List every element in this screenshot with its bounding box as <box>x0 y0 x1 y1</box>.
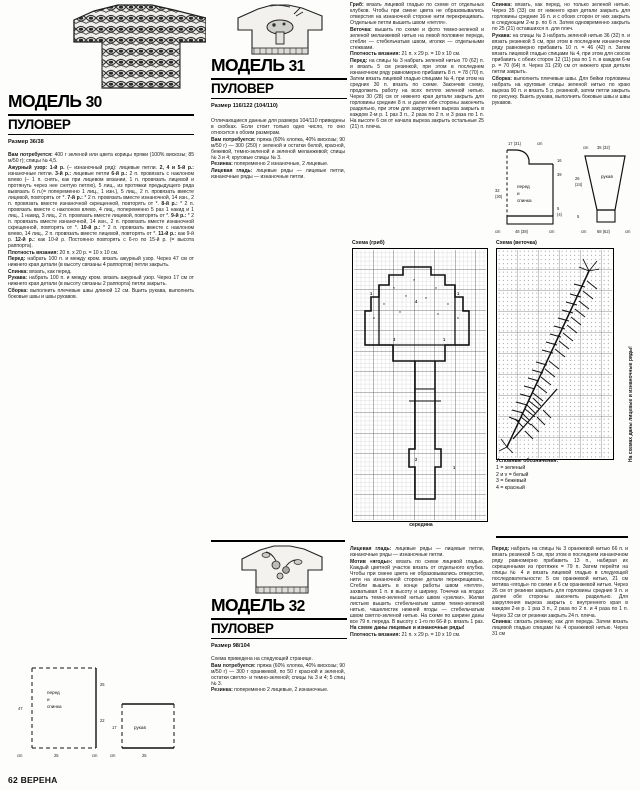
model31-front-back-label-2: и <box>517 191 520 196</box>
model31-unit-bl: cm <box>495 229 501 234</box>
model31-sleeve-dim-top: 35 (32) <box>597 145 610 150</box>
separator-col2 <box>211 540 345 542</box>
model31-number: 31 <box>288 58 305 75</box>
mushroom-chart-title: Схема (гриб) <box>352 240 385 246</box>
mushroom-chart-svg <box>353 249 487 521</box>
paragraph: Плотность вязания: 21 п. х 29 р. = 10 х 10 см. <box>350 631 461 638</box>
model31-front-back-label-1: перед <box>517 184 530 189</box>
model31-body-col3 <box>492 2 630 132</box>
model31-dim-left: 32 <box>495 188 500 193</box>
paragraph: Вам потребуется: пряжа (60% хлопка, 40% вискозы; 90 м/50 г) — 300 (250) г зеленой и остатки белой, красной, бежевой, темно-зеленой и зеленой меланжевой; спицы № 3 и 4; круговые спицы № 3. <box>211 136 345 161</box>
svg-text:v: v <box>383 300 385 306</box>
chart-legend <box>496 458 626 491</box>
footer-magazine-name: ВЕРЕНА <box>20 775 58 785</box>
model31-subtitle: ПУЛОВЕР <box>211 80 274 96</box>
paragraph: Вам потребуется: 400 г зеленой или цвета корицы пряжи (100% вискозы; 85 м/50 г); спицы № 4,5. <box>8 152 195 165</box>
model32-subtitle: ПУЛОВЕР <box>211 620 274 636</box>
model30-front-back-label-1: перед <box>47 690 60 695</box>
model31-unit-br: cm <box>549 229 555 234</box>
paragraph: Гриб: вязать лицевой гладью по схеме от отдельных клубков. Чтобы при смене цвета не образовывались отверстия на изнаночной стороне нити перекрещивать. Отдельные петли вышить швом «петля». <box>350 2 484 27</box>
model30-front-back-label-2: и <box>47 697 50 702</box>
page-footer <box>8 775 58 785</box>
model30-sleeve-unit: cm <box>110 753 116 758</box>
paragraph: Лицевая гладь: лицевые ряды — лицевые петли, изнаночные ряды — изнаночные петли. <box>211 167 345 180</box>
model32-body-col3 <box>492 546 628 788</box>
model30-photo <box>56 2 206 90</box>
paragraph: Спинка: вязать, как перед, но только зеленой нитью. Через 35 (33) см от нижнего края детали закрыть для горловины средние 16 п. и с обоих сторон от них закрыть в следующем 2-м р. по 6 п. Затем одновременно закрыть по 25 (21) оставшихся п. для плеч. <box>492 2 630 33</box>
model30-front-back-label-3: спинка <box>47 704 62 709</box>
model32-body-col1 <box>211 656 345 786</box>
svg-text:v: v <box>373 314 375 320</box>
legend-item: 1 = зеленый <box>496 465 526 472</box>
svg-text:1: 1 <box>453 464 456 470</box>
paragraph: Мотив «ягоды»: вязать по схеме лицевой гладью. Каждый цветной участок вязать от отдельного клубка. Чтобы при смене цвета не образовывались отверстия, нити на изнаночной стороне детали перекрещивать. Стебли вышить в конце работы швом «петля», захватывая 1 п. в высоту и ширину. Точечки на ягодах вышить темно-зеленой нитью швом «узелки». Жилки листьев вышить стебельчатым швом темно-зеленой нитью, чашелистик нижней ягоды — стебельчатым швом светло-зеленой нитью. На схеме по ширине даны все 79 п. переда. В высоту с 1-го по 66-й р. вязать 1 раз. На схеме даны лицевые и изнаночные ряды! <box>350 558 484 632</box>
model32-photo <box>236 543 328 599</box>
model30-heading-word: МОДЕЛЬ <box>8 91 82 111</box>
svg-text:1: 1 <box>443 336 446 342</box>
model30-unit-right: cm <box>92 753 98 758</box>
model31-sleeve-unit-bot: cm <box>581 229 587 234</box>
svg-text:2: 2 <box>415 456 418 462</box>
model32-title <box>211 596 347 616</box>
model30-schematic <box>14 660 204 760</box>
svg-text:v: v <box>393 284 395 290</box>
chart-rows-note: На схемах даны лицевые и изнаночные ряды! <box>628 346 634 462</box>
model30-dim-right-top: 25 <box>100 682 105 687</box>
paragraph: Перед: на спицы № 3 набрать зеленой нитью 70 (62) п. и вязать 5 см резинкой, при этом в последнем изнаночном ряду равномерно прибавить 8 п. = 78 (70) п. Затем вязать лицевой гладью спицами № 4, при этом на средних 30 п. вязать по схеме. Закончив схему, продолжить работу на всех петлях зеленой нитью. Через 30 (28) см от нижнего края детали закрыть для горловины средние 8 п. и далее обе стороны закончить раздельно, при этом для закругления выреза закрыть в каждом 2-м р. 1 раз 3 п., 2 раза по 2 п. и 3 раза по 1 п. На высоте 6 см от начала выреза закрыть остальные 25 (21) п. плеча. <box>350 57 484 131</box>
paragraph: Вам потребуется: пряжа (60% хлопка, 40% вискозы; 90 м/50 г) — 300 г оранжевой, по 50 г красной и зеленой, остатки светло- и темно-зеленой; спицы № 3 и 4; 5 спиц № 3. <box>211 662 345 687</box>
branch-chart-svg <box>497 249 613 459</box>
model31-dim-bottom: 48 (38) <box>515 229 528 234</box>
model30-size: Размер 36/38 <box>8 138 44 145</box>
paragraph: Спинка: связать резинку, как для переда. Затем вязать лицевой гладью спицами № 4 оранжевой нитью. Через 31 см <box>492 619 628 638</box>
legend-item: 4 = красный <box>496 484 525 491</box>
model31-sleeve-unit-br: cm <box>625 229 631 234</box>
model30-dim-bottom: 25 <box>54 753 59 758</box>
model32-heading-word: МОДЕЛЬ <box>211 595 285 615</box>
svg-text:3: 3 <box>393 336 396 342</box>
paragraph: Лицевая гладь: лицевые ряды — лицевые петли, изнаночные ряды — изнаночные петли. <box>350 546 484 559</box>
model30-sleeve-dim-h: 17 <box>112 725 117 730</box>
model31-dim-r-mid: 39 <box>557 172 562 177</box>
svg-text:v: v <box>437 310 439 316</box>
svg-text:v: v <box>425 294 427 300</box>
legend-title: Условные обозначения: <box>496 458 559 464</box>
paragraph: Плотность вязания: 20 п. х 20 р. = 10 х 10 см. <box>8 249 119 256</box>
model30-title <box>8 92 194 112</box>
model32-rule-bottom <box>211 638 347 639</box>
paragraph: Сборка: выполнить плечевые швы длиной 12 см. Вшить рукава, выполнить боковые швы и швы рукавов. <box>8 288 194 301</box>
paragraph: Перед: набрать 100 п. и между кром. вязать ажурный узор. Через 47 см от нижнего края детали (в высоту связаны 4 раппортов) петли закрыть. <box>8 256 194 269</box>
svg-text:v: v <box>413 276 415 282</box>
model30-sleeve-label: рукав <box>134 725 146 730</box>
mushroom-chart-grid <box>352 248 488 522</box>
model31-sleeve-dim-cuff: 5 <box>577 214 580 219</box>
model31-front-back-label-3: спинка <box>517 198 532 203</box>
model31-sleeve-dim-bot: 68 (62) <box>597 229 610 234</box>
model30-rule-top <box>8 114 194 116</box>
model32-number: 32 <box>288 598 305 615</box>
model31-heading-word: МОДЕЛЬ <box>211 55 285 75</box>
separator-col4 <box>496 536 628 538</box>
paragraph: Спинка: вязать, как перед. <box>8 268 72 275</box>
model31-rule-top <box>211 78 347 80</box>
paragraph: Рукава: на спицы № 3 набрать зеленой нитью 36 (32) п. и вязать резинкой 5 см, при этом в последнем изнаночном ряду равномерно прибавить 10 п. = 46 (42) п. Затем вязать лицевой гладью спицами № 4, при этом для скосов прибавить с обеих сторон 12 (11) раз по 1 п. в каждом 6-м р. = 70 (64) п. Через 31 (29) см от нижнего края детали петли закрыть. <box>492 32 630 76</box>
model31-header <box>211 56 347 109</box>
model31-sleeve-dim-h2: (24) <box>575 182 583 187</box>
model32-body-col2 <box>350 546 484 788</box>
svg-text:4: 4 <box>415 298 418 304</box>
svg-text:v: v <box>457 314 459 320</box>
legend-item: 2 и v = белый <box>496 471 529 478</box>
model31-body-col1 <box>211 118 345 538</box>
model31-photo <box>230 2 330 58</box>
model31-size: Размер 116/122 (104/110) <box>211 102 278 109</box>
svg-text:1: 1 <box>370 290 373 296</box>
model31-dim-r-bot: 5 <box>557 206 560 211</box>
model30-sleeve-dim-w: 25 <box>142 753 147 758</box>
model31-title <box>211 56 347 76</box>
model30-header <box>8 92 194 145</box>
model31-schematic <box>493 136 640 236</box>
paragraph: Ажурный узор: 1-й р. (– изнаночный ряд): лицевые петли. 2, 4 и 5-й р.: изнаночные петли. 3-й р.: лицевые петли 6-й р.: 2 п. провязать с наклоном влево (– 1 п. снять, как при лицевом вязании, 1 п. провязать лицевой и протянуть через нее снятую петлю), 5 лиц., из протяжки предыдущего ряда вывязать 6 п.(= попеременно 1 лиц., 1 изн.), 5 лиц., 2 п. провязать вместе лицевой, повторять от *. 7-й р.: * 2 п. провязать вместе изнаночной, 14 изн., 2 п. провязать вместе изнаночной скрещенной, повторять от *. 8-й р.: * 2 п. провязать вместе с наклоном влево, 4 лиц., попеременно 5 раз 1 накид и 1 лиц., 1 накид, 3 лиц., 2 п. провязать вместе лицевой, повторять от *. 9-й р.: * 2 п. провязать вместе изнаночной, 14 изн., 2 п. провязать вместе изнаночной скрещенной, повторять от *. 10-й р.: * 2 п. провязать вместе с наклоном влево, 14 лиц., 2 п. провязать вместе лицевой, повторять от *. 11-й р.: как 9-й р. 12-й р.: как 10-й р. Постоянно повторять с 6-го по 15-й р. (= высота раппорта). <box>8 164 194 250</box>
model31-body-col2 <box>350 2 484 132</box>
paragraph: Схема приведена на следующей странице. <box>211 656 313 662</box>
svg-text:v: v <box>399 308 401 314</box>
paragraph: Сборка: выполнить плечевые швы. Для бейки горловины набрать на круговые спицы зеленой нитью по краю выреза 90 п. и вязать 5 р. резинкой, затем петли закрыть по рисунку. Вшить рукава, выполнить боковые швы и швы рукавов. <box>492 75 630 106</box>
model31-dim-left2: (30) <box>495 194 503 199</box>
model30-dim-left: 47 <box>18 706 23 711</box>
model32-rule-top <box>211 618 347 620</box>
model30-dim-right-bot: 22 <box>100 718 105 723</box>
model30-body <box>8 152 194 301</box>
mushroom-chart-caption: середина <box>409 522 433 528</box>
footer-page-number: 62 <box>8 775 18 785</box>
model32-header <box>211 596 347 649</box>
model31-dim-top: 17 (31) <box>508 141 521 146</box>
paragraph: Отличающиеся данные для размера 104/110 приведены в скобках. Если стоит только одно число, то оно относится к обоим размерам. <box>211 118 345 137</box>
legend-item: 3 = бежевый <box>496 478 527 485</box>
mushroom-chart <box>352 240 490 528</box>
model30-subtitle: ПУЛОВЕР <box>8 116 71 132</box>
model31-sleeve-label: рукав <box>601 174 613 179</box>
model30-rule-bottom <box>8 134 194 135</box>
svg-text:v: v <box>405 292 407 298</box>
paragraph: Рукава: набрать 100 п. и между кром. вязать ажурный узор. Через 17 см от нижнего края детали (в высоту связаны 2 раппорта) петли закрыть. <box>8 275 194 288</box>
paragraph: Резинка: попеременно 2 лицевые, 2 изнаночные. <box>211 687 329 694</box>
svg-text:v: v <box>435 284 437 290</box>
model31-sleeve-dim-h: 26 <box>575 176 580 181</box>
model31-unit-top: cm <box>537 141 543 146</box>
model30-unit-left: cm <box>17 753 23 758</box>
paragraph: Плотность вязания: 21 п. х 29 р. = 10 х 10 см. <box>350 51 461 58</box>
model30-number: 30 <box>85 94 102 111</box>
branch-chart <box>496 240 618 460</box>
branch-chart-title: Схема (веточка) <box>496 240 537 246</box>
model31-sleeve-unit-top: cm <box>583 145 589 150</box>
svg-text:v: v <box>447 300 449 306</box>
model31-dim-r-top: 16 <box>557 158 562 163</box>
model32-size: Размер 98/104 <box>211 642 250 649</box>
paragraph: Перед: набрать на спицы № 3 оранжевой нитью 66 п. и вязать резинкой 5 см, при этом в последнем изнаночном ряду равномерно прибавить 13 п., набирая их скрещенными из протяжек = 79 п. Затем перейти на спицы № 4 и вязать лицевой гладью в следующей последовательности: 5 см оранжевой нитью, 21 см мотива «ягоды» по схеме и 6 см оранжевой нитью. Через 26 см от резинки закрыть для горловины средние 9 п. и далее обе стороны закончить раздельно. Для закругления выреза закрыть с внутреннего края в каждом 2-м р. 1 раз 3 п., 2 раза по 2 п. и 4 раза по 1 п. Через 32 см от резинки закрыть 24 п. плеча. <box>492 546 628 619</box>
model31-dim-r-bot2: (4) <box>557 212 563 217</box>
model31-rule-bottom <box>211 98 347 99</box>
paragraph: Веточка: вышить по схеме и фото темно-зеленой и зеленой меланжевой нитью на левой половине переда, стебли — стебельчатым швом, иголки — отдельными стежками. <box>350 26 484 51</box>
svg-text:1: 1 <box>457 290 460 296</box>
paragraph: Резинка: попеременно 2 изнаночные, 2 лицевые. <box>211 161 329 168</box>
branch-chart-grid <box>496 248 614 460</box>
